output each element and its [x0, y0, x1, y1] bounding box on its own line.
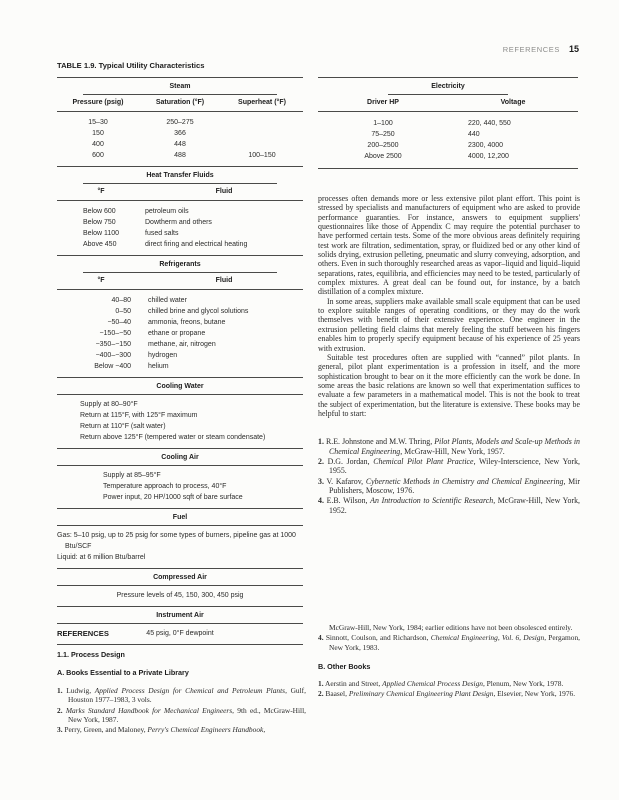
table-cell: Below 1100 [83, 230, 120, 237]
citation-publisher: , 9th ed., McGraw-Hill, New York, 1987. [68, 705, 306, 724]
table-cell: 600 [92, 152, 104, 159]
table-cell: direct firing and electrical heating [145, 241, 248, 248]
section-heading: Heat Transfer Fluids [146, 172, 214, 179]
column-header: Fluid [145, 273, 303, 290]
list-item [318, 633, 580, 652]
citation-title: Applied Chemical Process Design [382, 678, 483, 688]
cooling-air-section [57, 448, 303, 508]
spec-line: Supply at 85–95°F [103, 472, 161, 479]
heat-transfer-fluids-table [57, 184, 303, 255]
spec-line: Power input, 20 HP/1000 sqft of bare surface [103, 494, 243, 501]
citation-publisher: , Gulf, Houston 1977–1983, 3 vols. [68, 686, 306, 705]
table-row [57, 328, 303, 339]
citation-authors: Sinnott, Coulson, and Richardson, [325, 633, 431, 643]
citation-title: Pilot Plants, Models and Scale-up Methods in Chemical Engineering [329, 437, 580, 456]
list-item [318, 679, 580, 688]
table-cell [221, 112, 303, 129]
table-cell: methane, air, nitrogen [148, 341, 216, 348]
column-header: Fluid [145, 184, 303, 201]
table-cell: petroleum oils [145, 208, 189, 215]
column-header: °F [57, 184, 145, 201]
compressed-air-section [57, 568, 303, 606]
column-header: Driver HP [318, 95, 448, 112]
table-cell: 4000, 12,200 [468, 153, 509, 160]
references-heading: REFERENCES [57, 629, 109, 638]
column-header: Superheat (°F) [221, 95, 303, 112]
citation-authors: Ludwig, [66, 686, 95, 695]
list-item [57, 686, 306, 705]
list-item [318, 477, 580, 496]
section-heading: Instrument Air [156, 612, 204, 619]
table-cell: Above 2500 [364, 153, 402, 160]
item-number: 2. [318, 456, 324, 466]
spec-line: Return at 110°F (salt water) [80, 423, 166, 430]
column-header: °F [57, 273, 145, 290]
table-cell: chilled brine and glycol solutions [148, 308, 249, 315]
citation-authors: E.B. Wilson, [326, 496, 371, 506]
citation-title: Preliminary Chemical Engineering Plant Design [348, 689, 494, 699]
list-item [57, 706, 306, 725]
steam-section [57, 77, 303, 166]
citation-publisher: , [263, 725, 266, 735]
list-item [318, 457, 580, 476]
spec-line: Pressure levels of 45, 150, 300, 450 psig [116, 592, 244, 599]
section-heading: Electricity [431, 83, 465, 90]
table-cell: 1–100 [373, 120, 393, 127]
table-cell: 0–50 [115, 308, 131, 315]
table-cell: Below 600 [83, 208, 116, 215]
fuel-lines [57, 526, 303, 568]
section-heading: Refrigerants [159, 261, 201, 268]
item-number: 1. [318, 678, 324, 688]
table-row [57, 361, 303, 377]
list-item [318, 689, 580, 698]
table-cell: Below −400 [94, 363, 131, 370]
references-section-left [57, 629, 306, 735]
column-header: Pressure (psig) [57, 95, 139, 112]
spec-line: Supply at 80–90°F [80, 401, 138, 408]
item-number: 3. [57, 725, 63, 735]
citation-publisher: , McGraw-Hill, New York, 1957. [400, 446, 505, 456]
table-row [57, 317, 303, 328]
citation-authors: Perry, Green, and Maloney, [64, 725, 148, 735]
table-cell: 448 [174, 141, 186, 148]
group-a-heading: A. Books Essential to a Private Library [57, 668, 189, 677]
citation-title: Chemical Pilot Plant Practice [373, 456, 474, 466]
citation-authors: R.E. Johnstone and M.W. Thring, [325, 437, 435, 447]
cooling-water-section [57, 377, 303, 448]
table-cell: 150 [92, 130, 104, 137]
citation-title: Marks Standard Handbook for Mechanical Engineers [65, 705, 233, 715]
table-cell: chilled water [148, 297, 187, 304]
table-cell: Dowtherm and others [145, 219, 212, 226]
table-header-row [57, 273, 303, 290]
fuel-section [57, 508, 303, 568]
paragraph: processes often demands more or less extensive pilot plant effort. This point is stressed by specialists and manufacturers of equipment who are asked to provide performance guaranties. For instance, answers to equipment suppliers' questionnaires like those of Appendix C may require the potential purchaser to have performed certain tests. Some of the more obvious areas definitely requiring test work are filtration, sedimentation, spray, or fluidized bed or any other kind of solids drying, extrusion pelleting, pneumatic and slurry conveying, adsorption, and others. Even in such thoroughly researched areas as vapor–liquid and liquid–liquid separations, rates, equilibria, and efficiencies may need to be tested, particularly of complex mixtures. A great deal can be found out, for instance, by a batch distillation of a complex mixture. [318, 194, 580, 297]
item-number: 1. [57, 686, 63, 695]
table-cell: −50–40 [107, 319, 131, 326]
table-cell: 488 [174, 152, 186, 159]
table-row [57, 112, 303, 129]
table-header-row [57, 95, 303, 112]
table-row [57, 239, 303, 255]
table-cell: 366 [174, 130, 186, 137]
table-row [57, 339, 303, 350]
utility-table [57, 77, 303, 645]
citation-authors: Baasel, [325, 689, 349, 699]
citation-title: Perry's Chemical Engineers Handbook [147, 725, 264, 735]
pilot-plant-book-list [318, 437, 580, 515]
table-cell [221, 139, 303, 150]
references-section-right [318, 623, 580, 699]
section-heading: Cooling Water [156, 383, 204, 390]
table-cell: −350–−150 [95, 341, 131, 348]
electricity-data-table [318, 95, 578, 168]
table-cell: −150–−50 [99, 330, 131, 337]
table-title: TABLE 1.9. Typical Utility Characteristics [57, 61, 205, 70]
table-cell: 40–80 [111, 297, 131, 304]
table-cell: 2300, 4000 [468, 142, 504, 149]
citation-title: Applied Process Design for Chemical and Petroleum Plants [94, 686, 286, 695]
table-cell: ammonia, freons, butane [148, 319, 226, 326]
list-item [318, 437, 580, 456]
group-b-heading: B. Other Books [318, 661, 371, 671]
section-heading: Fuel [172, 514, 188, 521]
refrigerants-section [57, 255, 303, 377]
table-cell: 100–150 [248, 152, 276, 159]
citation-authors: V. Kafarov, [326, 476, 366, 486]
table-cell: 250–275 [166, 119, 194, 126]
spec-line: Gas: 5–10 psig, up to 25 psig for some types of burners, pipeline gas at 1000 Btu/SCF [57, 532, 296, 550]
table-cell: 400 [92, 141, 104, 148]
table-cell: Below 750 [83, 219, 116, 226]
table-row [57, 350, 303, 361]
spec-line: 45 psig, 0°F dewpoint [146, 630, 214, 637]
citation-publisher: , Elsevier, New York, 1976. [493, 689, 576, 699]
page-number: 15 [568, 44, 579, 54]
citation-publisher: , Mir Publishers, Moscow, 1976. [329, 476, 580, 495]
citation-title: Chemical Engineering, Vol. 6, Design [430, 633, 545, 643]
citation-publisher: , McGraw-Hill, New York, 1952. [329, 496, 581, 515]
paragraph: In some areas, suppliers make available small scale equipment that can be used to explore suitable ranges of operating conditions, or they may do the work themselves with benefit of their extensive experience. One engineer in the extrusion pelleting field claims that merely feeling the stuff between his fingers enables him to properly specify equipment because of his experience of 25 years with extrusion. [318, 296, 580, 353]
spec-line: Liquid: at 6 million Btu/barrel [57, 554, 146, 561]
table-header-row [318, 95, 578, 112]
table-row [57, 201, 303, 218]
item-number: 4. [318, 496, 324, 506]
citation-authors: Aerstin and Street, [325, 678, 383, 688]
citation-continuation: McGraw-Hill, New York, 1984; earlier editions have not been obsolesced entirely. [329, 623, 573, 632]
table-cell: helium [148, 363, 169, 370]
column-header: Voltage [448, 95, 578, 112]
table-cell: ethane or propane [148, 330, 206, 337]
table-cell: 75–250 [371, 131, 395, 138]
table-row [318, 112, 578, 130]
item-number: 1. [318, 437, 324, 447]
table-cell: 15–30 [88, 119, 108, 126]
list-item [57, 725, 306, 734]
running-head [503, 44, 579, 54]
running-head-label: REFERENCES [502, 45, 560, 54]
citation-title: An Introduction to Scientific Research [370, 496, 494, 506]
item-number: 2. [318, 689, 324, 699]
table-cell: hydrogen [148, 352, 178, 359]
table-cell: 220, 440, 550 [468, 120, 511, 127]
section-heading: Compressed Air [153, 574, 207, 581]
section-heading: Cooling Air [161, 454, 199, 461]
citation-publisher: , Wiley-Interscience, New York, 1955. [329, 456, 581, 476]
table-header-row [57, 184, 303, 201]
steam-table [57, 95, 303, 166]
table-cell: 440 [468, 131, 480, 138]
cooling-air-lines [57, 466, 303, 508]
table-cell [221, 128, 303, 139]
table-row [57, 306, 303, 317]
references-subheading: 1.1. Process Design [57, 650, 125, 659]
table-row [318, 129, 578, 140]
table-cell: Above 450 [83, 241, 117, 248]
table-row [57, 139, 303, 150]
table-row [57, 128, 303, 139]
item-number: 4. [318, 633, 324, 643]
citation-publisher: , Pergamon, New York, 1983. [329, 633, 580, 652]
refrigerants-table [57, 273, 303, 377]
column-header: Saturation (°F) [139, 95, 221, 112]
table-row [57, 228, 303, 239]
spec-line: Return above 125°F (tempered water or steam condensate) [80, 434, 266, 441]
table-row [57, 217, 303, 228]
table-row [57, 290, 303, 307]
spec-line: Return at 115°F, with 125°F maximum [80, 412, 198, 419]
table-cell: fused salts [145, 230, 179, 237]
electricity-table [318, 77, 578, 169]
list-item [318, 496, 580, 515]
table-cell: 200–2500 [367, 142, 399, 149]
body-text-column [318, 194, 580, 516]
table-cell: −400–−300 [95, 352, 131, 359]
table-row [57, 150, 303, 166]
citation-title: Cybernetic Methods in Chemistry and Chemical Engineering [365, 476, 564, 486]
table-row [318, 151, 578, 168]
spec-line: Temperature approach to process, 40°F [103, 483, 227, 490]
heat-transfer-fluids-section [57, 166, 303, 255]
citation-authors: D.G. Jordan, [327, 456, 374, 466]
item-number: 2. [57, 705, 63, 715]
paragraph: Suitable test procedures often are supplied with “canned” pilot plants. In general, pilot plant experimentation is a profession in itself, and the more sophistication brought to bear on it the more efficiently can the work be done. In some areas the basic relations are known so well that experimentation suffices to evaluate a few parameters in a mathematical model. This is not the book to treat the subject of experimentation, but the literature is extensive. These books may be helpful to start: [318, 352, 580, 418]
citation-publisher: , Plenum, New York, 1978. [482, 678, 564, 688]
cooling-water-lines [57, 395, 303, 448]
item-number: 3. [318, 476, 324, 486]
table-row [318, 140, 578, 151]
section-heading: Steam [169, 83, 191, 90]
